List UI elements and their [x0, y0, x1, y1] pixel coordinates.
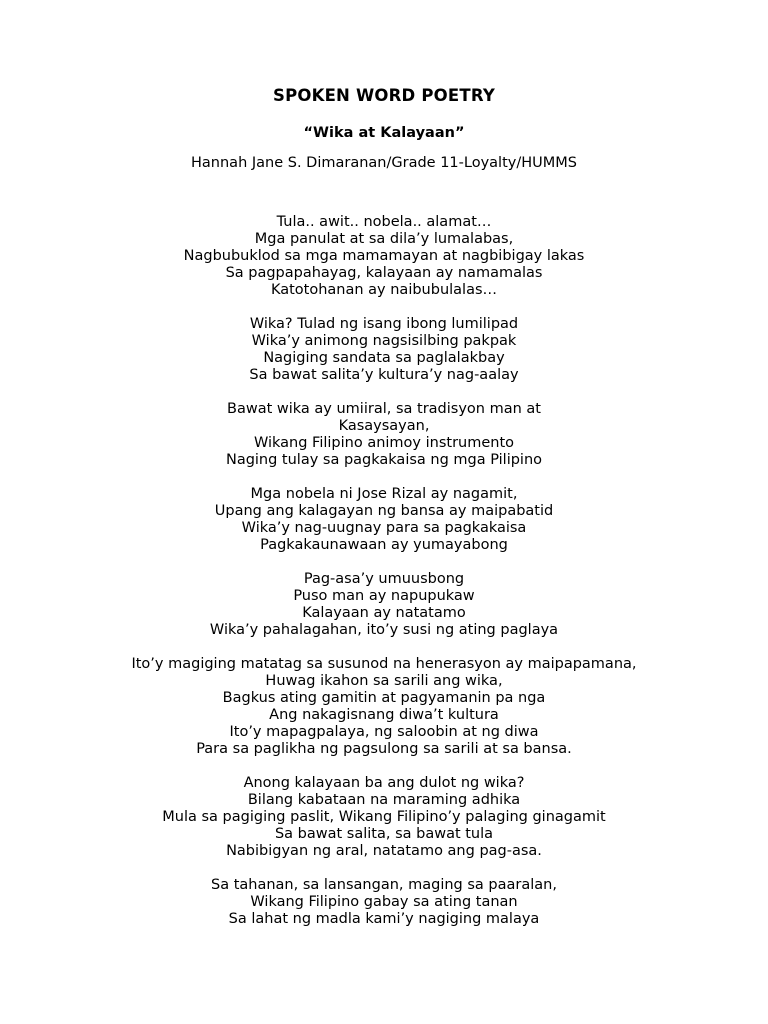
poem-line: Bawat wika ay umiiral, sa tradisyon man at	[227, 401, 541, 417]
stanza	[0, 571, 768, 639]
poem-line: Mga nobela ni Jose Rizal ay nagamit,	[250, 486, 518, 502]
stanza	[0, 775, 768, 860]
poem-line: Sa pagpapahayag, kalayaan ay namamalas	[225, 265, 543, 281]
stanza	[0, 401, 768, 469]
stanza	[0, 486, 768, 554]
poem-line: Upang ang kalagayan ng bansa ay maipabatid	[214, 503, 554, 519]
poem-line: Wika? Tulad ng isang ibong lumilipad	[249, 316, 519, 332]
poem-line: Pagkakaunawaan ay yumayabong	[260, 537, 508, 553]
poem-line: Puso man ay napupukaw	[293, 588, 475, 604]
poem-line: Wika’y animong nagsisilbing pakpak	[251, 333, 517, 349]
poem-line: Wika’y nag-uugnay para sa pagkakaisa	[241, 520, 527, 536]
poem-line: Naging tulay sa pagkakaisa ng mga Pilipino	[225, 452, 543, 468]
poem-line: Wika’y pahalagahan, ito’y susi ng ating paglaya	[209, 622, 559, 638]
poem-line: Wikang Filipino animoy instrumento	[253, 435, 515, 451]
stanza	[0, 214, 768, 299]
poem-line: Sa lahat ng madla kami’y nagiging malaya	[228, 911, 540, 927]
poem-line: Anong kalayaan ba ang dulot ng wika?	[243, 775, 525, 791]
stanza	[0, 316, 768, 384]
poem-line: Kalayaan ay natatamo	[302, 605, 466, 621]
poem-line: Sa bawat salita, sa bawat tula	[274, 826, 494, 842]
stanza	[0, 877, 768, 928]
poem-line: Kasaysayan,	[338, 418, 430, 434]
poem-line: Ito’y magiging matatag sa susunod na henerasyon ay maipapamana,	[131, 656, 637, 672]
poem-line: Nagbubuklod sa mga mamamayan at nagbibigay lakas	[183, 248, 585, 264]
poem-line: Nagiging sandata sa paglalakbay	[263, 350, 505, 366]
poem-line: Bilang kabataan na maraming adhika	[247, 792, 521, 808]
poem-line: Tula.. awit.. nobela.. alamat…	[276, 214, 492, 230]
stanza	[0, 656, 768, 758]
poem-line: Para sa paglikha ng pagsulong sa sarili at sa bansa.	[196, 741, 572, 757]
poem-line: Katotohanan ay naibubulalas…	[270, 282, 498, 298]
poem-title: “Wika at Kalayaan”	[303, 125, 465, 141]
poem-line: Nabibigyan ng aral, natatamo ang pag-asa.	[226, 843, 542, 859]
poem-line: Huwag ikahon sa sarili ang wika,	[265, 673, 503, 689]
poem-line: Wikang Filipino gabay sa ating tanan	[250, 894, 518, 910]
poem-line: Sa bawat salita’y kultura’y nag-aalay	[249, 367, 519, 383]
author-line: Hannah Jane S. Dimaranan/Grade 11-Loyalty/HUMMS	[191, 155, 577, 171]
poem-line: Ang nakagisnang diwa’t kultura	[269, 707, 499, 723]
poem-line: Bagkus ating gamitin at pagyamanin pa nga	[222, 690, 546, 706]
poem-line: Sa tahanan, sa lansangan, maging sa paaralan,	[211, 877, 557, 893]
document-title: SPOKEN WORD POETRY	[273, 86, 495, 105]
poem-line: Pag-asa’y umuusbong	[303, 571, 465, 587]
poem-line: Mula sa pagiging paslit, Wikang Filipino’y palaging ginagamit	[162, 809, 606, 825]
poem-line: Ito’y mapagpalaya, ng saloobin at ng diwa	[229, 724, 539, 740]
poem-line: Mga panulat at sa dila’y lumalabas,	[254, 231, 514, 247]
poem-body	[0, 214, 768, 945]
